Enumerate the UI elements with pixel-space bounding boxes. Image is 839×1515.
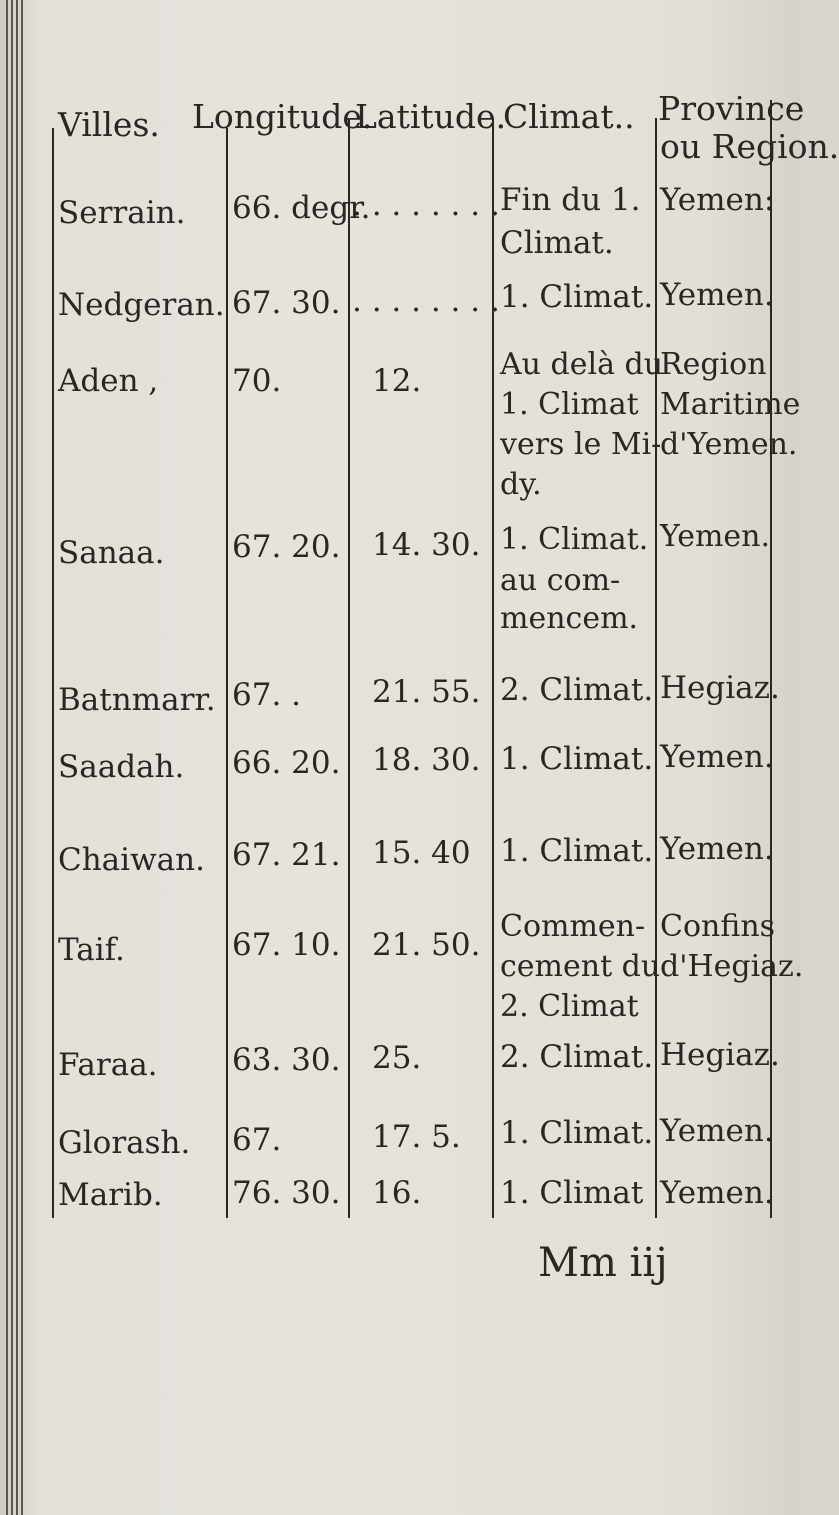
ville-name: Taif. [58,932,125,968]
ville-name: Serrain. [58,195,186,231]
longitude-value: 63. 30. [232,1042,341,1078]
ville-name: Glorash. [58,1125,191,1161]
latitude-value: 15. 40 [372,835,471,871]
climat-line: 1. Climat. [500,279,654,315]
climat-line: 1. Climat. [500,833,654,869]
longitude-value: 67. 20. [232,529,341,565]
column-rule [52,128,54,1218]
climat-line: vers le Mi- [500,427,662,462]
province-line: Hegiaz. [660,670,780,706]
ville-name: Chaiwan. [58,842,205,878]
province-line: Confins [660,909,776,944]
climat-line: mencem. [500,601,639,636]
header-latitude: Latitude. [355,97,507,136]
column-rule [348,118,350,1218]
latitude-value: 17. 5. [372,1119,461,1155]
column-rule [655,118,657,1218]
province-line: d'Yemen. [660,427,798,462]
climat-line: 1. Climat [500,1175,644,1211]
ville-name: Marib. [58,1177,163,1213]
longitude-value: 67. 10. [232,927,341,963]
province-line: Yemen. [660,1113,774,1149]
ville-name: Saadah. [58,749,185,785]
climat-line: Commen- [500,909,646,944]
climat-line: au com- [500,563,621,598]
longitude-value: 66. degr. [232,190,371,226]
province-line: Hegiaz. [660,1037,780,1073]
climat-line: 1. Climat [500,387,639,422]
longitude-value: 67. 30. [232,285,341,321]
header-region: ou Region. [660,127,839,166]
province-line: Yemen. [660,739,774,775]
latitude-value: 25. [372,1040,422,1076]
page-edge-line [11,0,13,1515]
province-line: Region [660,347,767,382]
province-line: Yemen: [660,182,775,218]
header-province: Province [658,89,805,128]
longitude-value: 76. 30. [232,1175,341,1211]
ville-name: Batnmarr. [58,682,216,718]
latitude-value: 21. 50. [372,927,481,963]
longitude-value: 67. . [232,677,302,713]
longitude-value: 67. 21. [232,837,341,873]
ville-name: Nedgeran. [58,287,225,323]
province-line: Yemen. [660,1175,774,1211]
province-line: Maritime [660,387,801,422]
column-rule [226,128,228,1218]
climat-line: 2. Climat [500,989,639,1024]
header-climat: Climat.. [503,97,635,136]
ville-name: Faraa. [58,1047,158,1083]
longitude-value: 67. [232,1122,282,1158]
climat-line: Climat. [500,225,614,261]
climat-line: 1. Climat. [500,1115,654,1151]
climat-line: dy. [500,467,542,502]
header-longitude: Longitude. [192,97,373,136]
climat-line: 1. Climat. [500,741,654,777]
longitude-value: 70. [232,363,282,399]
climat-line: 2. Climat. [500,1039,654,1075]
page-edge-line [16,0,18,1515]
latitude-value: 21. 55. [372,674,481,710]
latitude-value: . . . . . . . . [352,187,500,223]
province-line: Yemen. [660,277,774,313]
climat-line: Au delà du [500,347,664,382]
page-signature: Mm iij [538,1240,668,1286]
climat-line: 1. Climat. [500,522,649,557]
latitude-value: 14. 30. [372,527,481,563]
climat-line: cement du [500,949,661,984]
header-villes: Villes. [58,105,160,144]
longitude-value: 66. 20. [232,745,341,781]
latitude-value: 12. [372,363,422,399]
climat-line: 2. Climat. [500,672,654,708]
latitude-value: 18. 30. [372,742,481,778]
latitude-value: 16. [372,1175,422,1211]
page-edge-line [21,0,23,1515]
province-line: Yemen. [660,519,771,554]
ville-name: Sanaa. [58,535,165,571]
province-line: d'Hegiaz. [660,949,804,984]
province-line: Yemen. [660,831,774,867]
ville-name: Aden , [58,363,159,399]
climat-line: Fin du 1. [500,182,641,218]
page-edge-line [6,0,8,1515]
latitude-value: . . . . . . . . [352,283,500,319]
